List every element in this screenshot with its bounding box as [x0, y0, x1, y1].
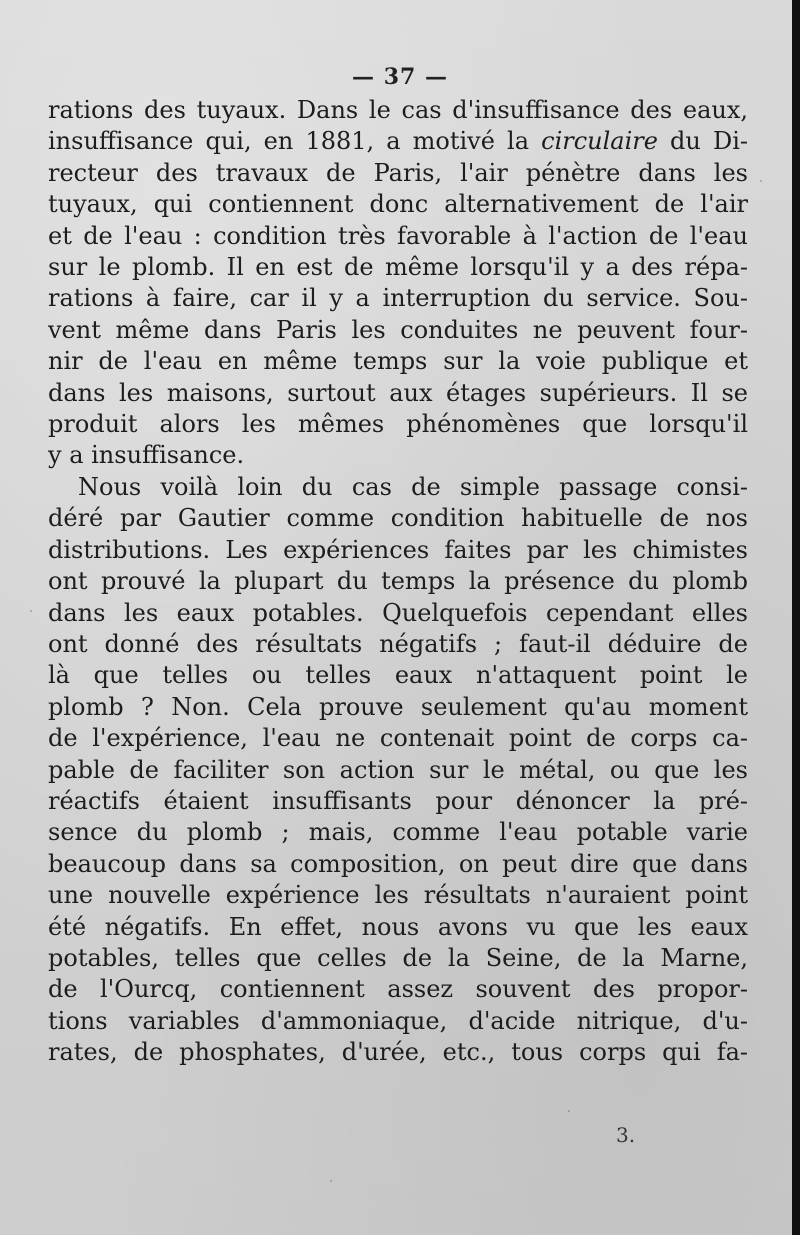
paper-speck — [30, 610, 32, 612]
text-line-8: vent même dans Paris les conduites ne peuvent four- — [48, 315, 748, 344]
text-line-31: rates, de phosphates, d'urée, etc., tous corps qui fa- — [48, 1038, 748, 1067]
text-line-23: réactifs étaient insuffisants pour dénoncer la pré- — [48, 786, 748, 815]
text-line-16: ont prouvé la plupart du temps la présence du plomb — [48, 567, 748, 596]
text-line-15: distributions. Les expériences faites par les chimistes — [48, 535, 748, 564]
text-line-30: tions variables d'ammoniaque, d'acide nitrique, d'u- — [48, 1006, 748, 1035]
text-line-25: beaucoup dans sa composition, on peut dire que dans — [48, 849, 748, 878]
text-line-12: y a insuffisance. — [48, 441, 245, 470]
text-line-20: plomb ? Non. Cela prouve seulement qu'au moment — [48, 692, 748, 721]
text-line-27: été négatifs. En effet, nous avons vu que les eaux — [48, 912, 748, 941]
body-text — [48, 95, 748, 1069]
paper-speck — [330, 1180, 332, 1182]
text-line-28: potables, telles que celles de la Seine, de la Marne, — [48, 943, 748, 972]
text-line-4: tuyaux, qui contiennent donc alternativement de l'air — [48, 190, 748, 219]
text-line-26: une nouvelle expérience les résultats n'auraient point — [48, 881, 748, 910]
paper-speck — [568, 1110, 570, 1112]
text-line-22: pable de faciliter son action sur le métal, ou que les — [48, 755, 748, 784]
text-line-1: rations des tuyaux. Dans le cas d'insuffisance des eaux, — [48, 96, 748, 124]
text-line-13: Nous voilà loin du cas de simple passage consi- — [78, 472, 748, 501]
text-line-18: ont donné des résultats négatifs ; faut-il déduire de — [48, 629, 748, 658]
text-line-9: nir de l'eau en même temps sur la voie publique et — [48, 347, 748, 376]
text-line-11: produit alors les mêmes phénomènes que lorsqu'il — [48, 410, 748, 439]
text-line-17: dans les eaux potables. Quelquefois cependant elles — [48, 598, 748, 627]
text-line-29: de l'Ourcq, contiennent assez souvent des propor- — [48, 975, 748, 1004]
text-line-19: là que telles ou telles eaux n'attaquent point le — [48, 661, 748, 690]
text-line-2: insuffisance qui, en 1881, a motivé la circulaire du Di- — [48, 127, 748, 156]
text-line-7: rations à faire, car il y a interruption du service. Sou- — [48, 284, 748, 313]
text-line-21: de l'expérience, l'eau ne contenait point de corps ca- — [48, 724, 748, 753]
paper-speck — [760, 180, 762, 182]
text-line-3: recteur des travaux de Paris, l'air pénètre dans les — [48, 158, 748, 187]
text-line-10: dans les maisons, surtout aux étages supérieurs. Il se — [48, 378, 748, 407]
text-line-24: sence du plomb ; mais, comme l'eau potable varie — [48, 818, 748, 847]
signature-mark: 3. — [616, 1123, 636, 1147]
text-line-14: déré par Gautier comme condition habituelle de nos — [48, 504, 748, 533]
text-line-6: sur le plomb. Il en est de même lorsqu'il y a des répa- — [48, 253, 748, 282]
text-line-5: et de l'eau : condition très favorable à l'action de l'eau — [48, 221, 748, 250]
page-edge-shadow — [792, 0, 800, 1235]
page-number-header: — 37 — — [352, 64, 448, 90]
